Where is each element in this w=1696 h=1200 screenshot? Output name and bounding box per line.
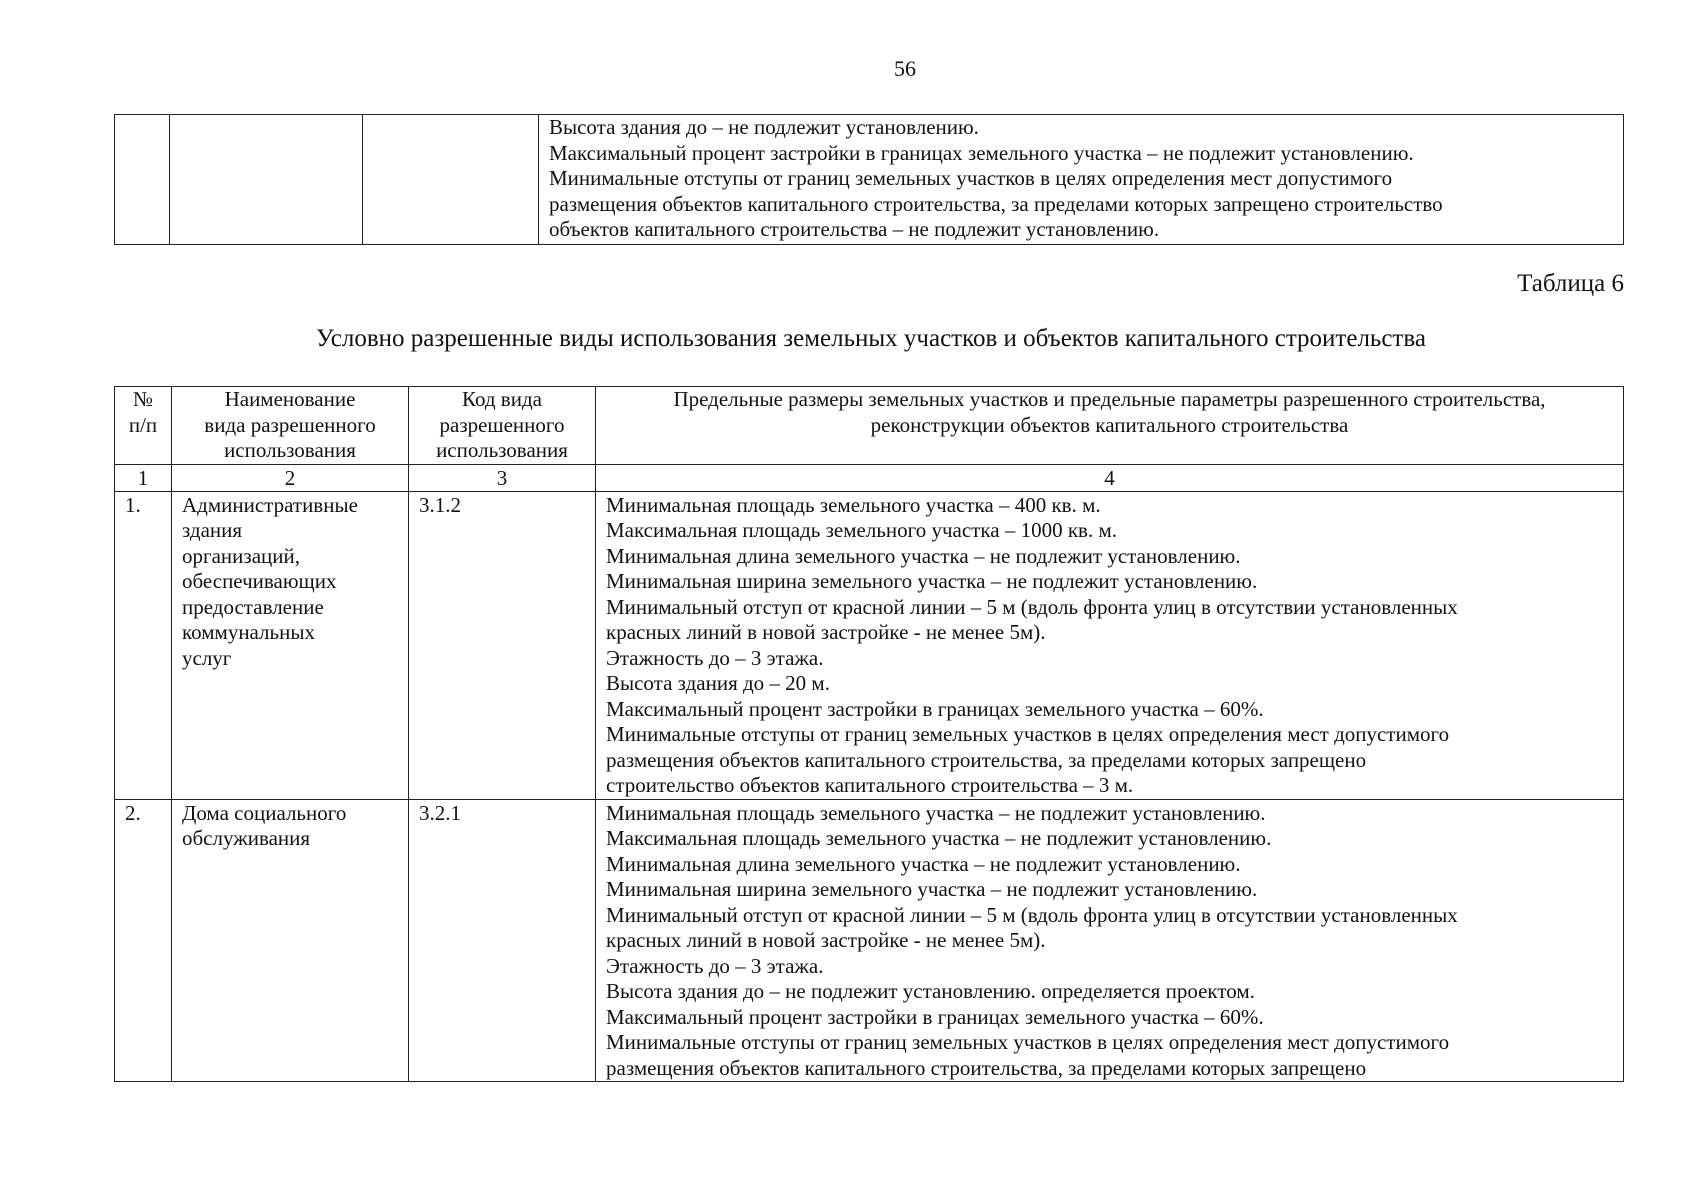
param-line: Минимальная ширина земельного участка – не подлежит установлению. xyxy=(606,569,1258,593)
row-code: 3.2.1 xyxy=(409,799,596,1082)
header-num xyxy=(115,387,172,465)
page-number: 56 xyxy=(894,56,916,81)
cont-cell-params xyxy=(539,115,1624,245)
param-line: Максимальная площадь земельного участка – не подлежит установлению. xyxy=(606,826,1272,850)
cont-cell-name xyxy=(170,115,363,245)
param-line: Минимальная площадь земельного участка – не подлежит установлению. xyxy=(606,800,1266,825)
header-name xyxy=(172,387,409,465)
header-text: вида разрешенного xyxy=(204,412,376,437)
name-line: организаций, xyxy=(182,543,300,568)
param-line: Минимальные отступы от границ земельных участков в целях определения мест допустимого xyxy=(606,1030,1450,1054)
param-line: Максимальный процент застройки в границах земельного участка – 60%. xyxy=(606,696,1264,721)
name-line: услуг xyxy=(182,645,232,670)
row-num: 2. xyxy=(115,799,172,1082)
param-line: Высота здания до – не подлежит установлению. определяется проектом. xyxy=(606,979,1255,1003)
header-text: Код вида xyxy=(462,387,542,411)
cont-line: объектов капитального строительства – не подлежит установлению. xyxy=(549,217,1160,241)
param-line: Минимальная площадь земельного участка – 400 кв. м. xyxy=(606,492,1101,517)
header-text: использования xyxy=(224,438,356,462)
header-text: разрешенного xyxy=(439,412,565,437)
continuation-table xyxy=(114,114,1624,245)
row-num: 1. xyxy=(115,491,172,799)
row-name xyxy=(172,799,409,1082)
table-label: Таблица 6 xyxy=(1517,270,1624,297)
cont-line: Максимальный процент застройки в границах земельного участка – не подлежит установлению. xyxy=(549,140,1414,165)
param-line: строительство объектов капитального строительства – 3 м. xyxy=(606,773,1134,797)
param-line: красных линий в новой застройке - не менее 5м). xyxy=(606,620,1046,644)
header-text: реконструкции объектов капитального строительства xyxy=(870,412,1349,437)
cont-line: Минимальные отступы от границ земельных участков в целях определения мест допустимого xyxy=(549,166,1393,190)
cont-line: размещения объектов капитального строительства, за пределами которых запрещено строительство xyxy=(549,191,1443,216)
param-line: Максимальная площадь земельного участка – 1000 кв. м. xyxy=(606,518,1117,542)
row-params xyxy=(596,491,1624,799)
table-row xyxy=(115,491,1624,799)
main-table xyxy=(114,386,1624,1082)
row-name xyxy=(172,491,409,799)
param-line: Минимальный отступ от красной линии – 5 м (вдоль фронта улиц в отсутствии установленных xyxy=(606,902,1458,927)
param-line: Минимальные отступы от границ земельных участков в целях определения мест допустимого xyxy=(606,722,1450,746)
name-line: Административные xyxy=(182,492,358,517)
header-text: п/п xyxy=(128,412,158,437)
param-line: красных линий в новой застройке - не менее 5м). xyxy=(606,928,1046,952)
column-number: 3 xyxy=(409,464,596,491)
name-line: обеспечивающих xyxy=(182,569,337,593)
cont-line: Высота здания до – не подлежит установлению. xyxy=(549,115,979,139)
param-line: Минимальная ширина земельного участка – не подлежит установлению. xyxy=(606,877,1258,901)
name-line: предоставление xyxy=(182,594,324,619)
name-line: Дома социального xyxy=(182,800,347,825)
name-line: коммунальных xyxy=(182,620,315,644)
cont-cell-num xyxy=(115,115,170,245)
header-text: Предельные размеры земельных участков и предельные параметры разрешенного строительства, xyxy=(673,387,1546,411)
param-line: размещения объектов капитального строительства, за пределами которых запрещено xyxy=(606,1055,1367,1080)
column-number-row xyxy=(115,464,1624,491)
row-code: 3.1.2 xyxy=(409,491,596,799)
param-line: Минимальная длина земельного участка – не подлежит установлению. xyxy=(606,851,1241,876)
header-row xyxy=(115,387,1624,465)
column-number: 2 xyxy=(172,464,409,491)
header-text: использования xyxy=(436,438,568,462)
column-number: 1 xyxy=(115,464,172,491)
header-params xyxy=(596,387,1624,465)
table-row xyxy=(115,115,1624,245)
header-text: № xyxy=(132,387,154,411)
row-params xyxy=(596,799,1624,1082)
param-line: Высота здания до – 20 м. xyxy=(606,671,830,695)
param-line: Этажность до – 3 этажа. xyxy=(606,645,824,670)
header-text: Наименование xyxy=(224,387,356,411)
column-number: 4 xyxy=(596,464,1624,491)
param-line: Этажность до – 3 этажа. xyxy=(606,953,824,978)
param-line: Максимальный процент застройки в границах земельного участка – 60%. xyxy=(606,1004,1264,1029)
header-code xyxy=(409,387,596,465)
param-line: размещения объектов капитального строительства, за пределами которых запрещено xyxy=(606,747,1367,772)
param-line: Минимальная длина земельного участка – не подлежит установлению. xyxy=(606,543,1241,568)
name-line: обслуживания xyxy=(182,826,311,850)
table-row xyxy=(115,799,1624,1082)
name-line: здания xyxy=(182,518,243,542)
cont-cell-code xyxy=(363,115,539,245)
param-line: Минимальный отступ от красной линии – 5 м (вдоль фронта улиц в отсутствии установленных xyxy=(606,594,1458,619)
table-title: Условно разрешенные виды использования земельных участков и объектов капитального строительства xyxy=(316,325,1426,352)
